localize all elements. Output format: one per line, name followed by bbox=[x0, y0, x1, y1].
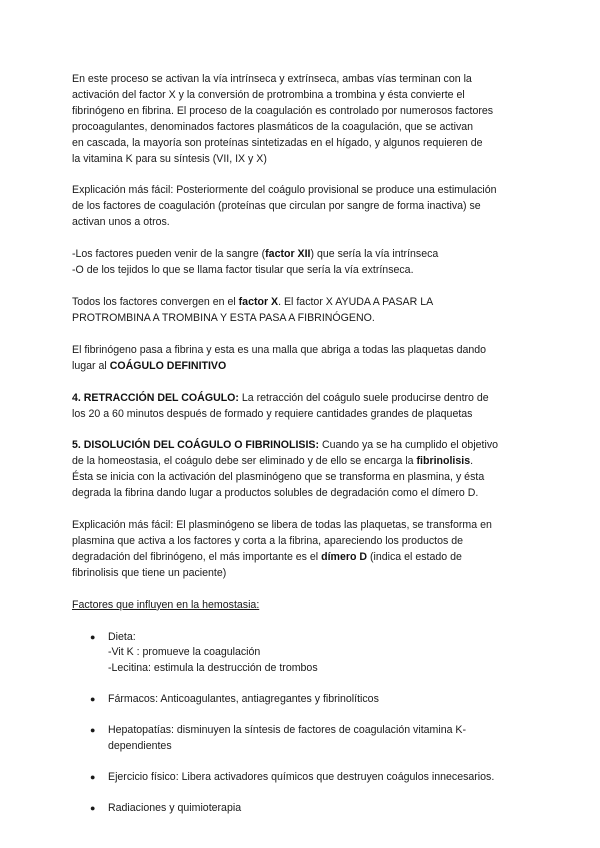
paragraph-fibrinogen: El fibrinógeno pasa a fibrina y esta es una malla que abriga a todas las plaquetas dando lugar al COÁGULO DEFINITIVO bbox=[72, 343, 487, 372]
list-item-radiaciones: ● Radiaciones y quimioterapia bbox=[72, 801, 540, 817]
factor-x-bold: factor X bbox=[238, 295, 279, 308]
fibrinolisis-bold: fibrinolisis bbox=[416, 455, 471, 468]
bullet-icon: ● bbox=[90, 772, 96, 782]
bullet-icon: ● bbox=[90, 694, 96, 705]
bullet-icon: ● bbox=[90, 631, 96, 642]
factors-list bbox=[72, 630, 540, 817]
dimero-d-bold: dímero D bbox=[321, 550, 368, 563]
paragraph-easy-explanation-1: Explicación más fácil: Posteriormente del coágulo provisional se produce una estimulación de los factores de coagulación (proteínas que circulan por sangre de forma inactiva) se activan unos a otros. bbox=[72, 184, 497, 229]
fibrinolisis-heading: 5. DISOLUCIÓN DEL COÁGULO O FIBRINOLISIS: bbox=[72, 439, 320, 452]
paragraph-factor-x: Todos los factores convergen en el factor X. El factor X AYUDA A PASAR LA PROTROMBINA A TROMBINA Y ESTA PASA A FIBRINÓGENO. bbox=[72, 295, 434, 324]
paragraph-easy-explanation-2: Explicación más fácil: El plasminógeno se libera de todas las plaquetas, se transforma en plasmina que activa a los factores y corta a la fibrina, apareciendo los productos de degradación del fibrinógeno, el más importante es el dímero D (indica el estado de fibrinolisis que tiene un paciente) bbox=[72, 519, 492, 579]
paragraph-coagulation-process: En este proceso se activan la vía intrínseca y extrínseca, ambas vías terminan con la activación del factor X y la conversión de protrombina a trombina y ésta convierte el fibrinógeno en fibrina. El proceso de la coagulación es controlado por numerosos factores procoagulantes, denominados factores plasmáticos de la coagulación, que se activan en cascada, la mayoría son proteínas sintetizadas en el hígado, y algunos requieren de la vitamina K para su síntesis (VII, IX y X) bbox=[72, 73, 494, 165]
section-fibrinolisis: 5. DISOLUCIÓN DEL COÁGULO O FIBRINOLISIS: Cuando ya se ha cumplido el objetivo de la homeostasia, el coágulo debe ser eliminado y de ello se encarga la fibrinolisis. Ésta se inicia con la activación del plasminógeno que se transforma en plasmina, y ésta degrada la fibrina dando lugar a productos solubles de degradación como el dímero D. bbox=[72, 439, 499, 500]
factors-heading: Factores que influyen en la hemostasia: bbox=[72, 598, 260, 611]
list-item-farmacos: ● Fármacos: Anticoagulantes, antiagregantes y fibrinolíticos bbox=[72, 692, 540, 708]
bullet-icon: ● bbox=[90, 802, 96, 813]
list-item-hepatopatias: ● Hepatopatías: disminuyen la síntesis de factores de coagulación vitamina K- dependientes bbox=[90, 724, 467, 753]
paragraph-factor-sources: -Los factores pueden venir de la sangre (factor XII) que sería la vía intrínseca -O de los tejidos lo que se llama factor tisular que sería la vía extrínseca. bbox=[72, 248, 439, 277]
coagulo-definitivo-bold: COÁGULO DEFINITIVO bbox=[109, 359, 227, 372]
retraccion-heading: 4. RETRACCIÓN DEL COÁGULO: bbox=[72, 391, 239, 404]
bullet-icon: ● bbox=[90, 725, 96, 736]
section-retraccion: 4. RETRACCIÓN DEL COÁGULO: La retracción del coágulo suele producirse dentro de los 20 a 60 minutos después de formado y requiere cantidades grandes de plaquetas bbox=[72, 391, 489, 420]
list-item-ejercicio: ● Ejercicio físico: Libera activadores químicos que destruyen coágulos innecesarios. bbox=[72, 770, 540, 786]
factor-xii-bold: factor XII bbox=[265, 248, 311, 261]
list-item-dieta: ● Dieta: -Vit K : promueve la coagulación -Lecitina: estimula la destrucción de trombos bbox=[90, 630, 318, 675]
